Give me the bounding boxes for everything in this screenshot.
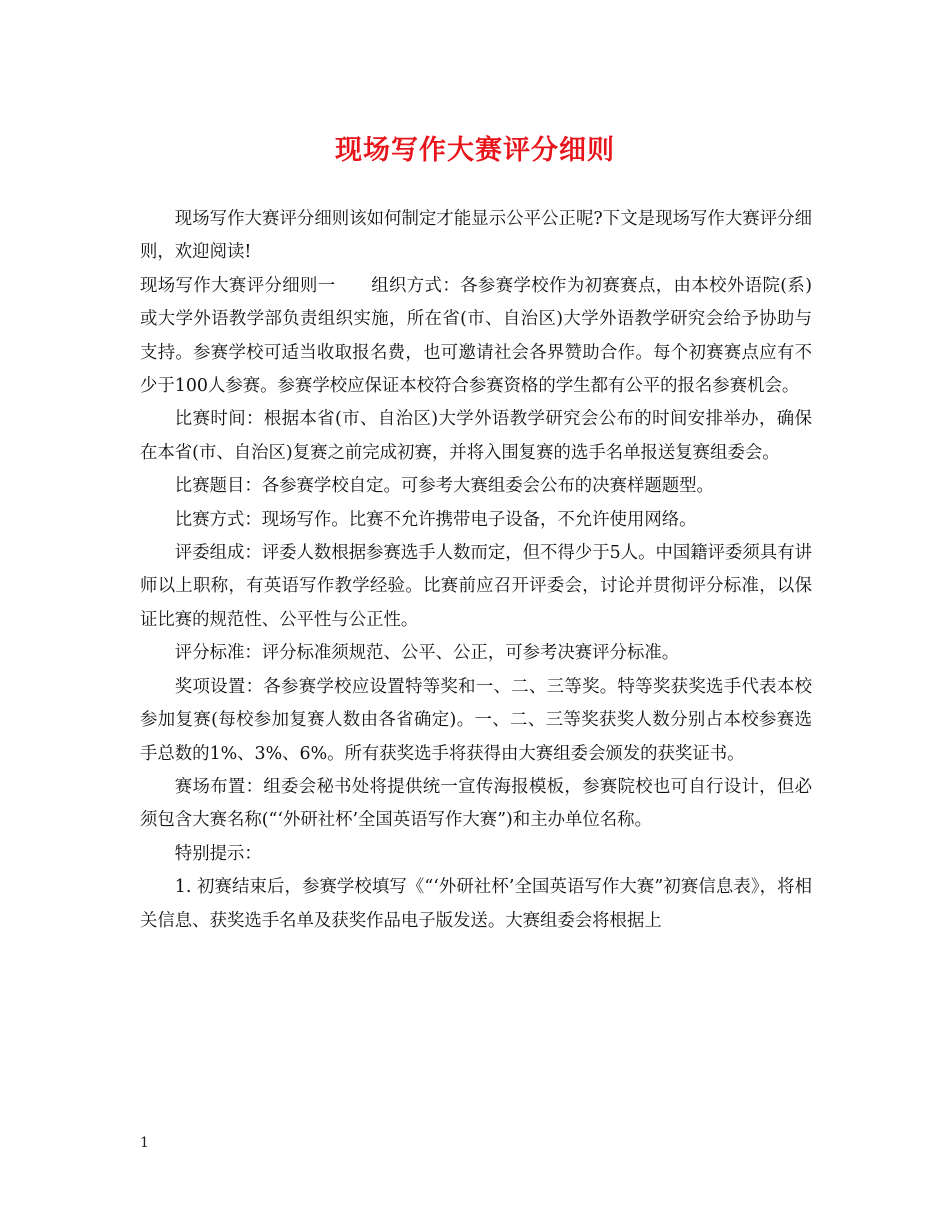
page-number: 1 <box>140 1135 149 1151</box>
paragraph-venue: 赛场布置：组委会秘书处将提供统一宣传海报模板，参赛院校也可自行设计，但必须包含大赛名称(“‘外研社杯’全国英语写作大赛”)和主办单位名称。 <box>140 776 812 831</box>
paragraph-format: 比赛方式：现场写作。比赛不允许携带电子设备，不允许使用网络。 <box>174 509 697 530</box>
paragraph-special-notice-heading: 特别提示： <box>174 843 262 864</box>
paragraph-schedule: 比赛时间：根据本省(市、自治区)大学外语教学研究会公布的时间安排举办，确保在本省(市、自治区)复赛之前完成初赛，并将入围复赛的选手名单报送复赛组委会。 <box>140 409 812 463</box>
paragraph-topic: 比赛题目：各参赛学校自定。可参考大赛组委会公布的决赛样题题型。 <box>174 476 714 497</box>
paragraph-notice-item-1: 1. 初赛结束后，参赛学校填写《“‘外研社杯’全国英语写作大赛”初赛信息表》，将相关信息、获奖选手名单及获奖作品电子版发送。大赛组委会将根据上 <box>140 877 812 931</box>
document-title: 现场写作大赛评分细则 <box>335 135 615 166</box>
paragraph-organization: 现场写作大赛评分细则一 组织方式：各参赛学校作为初赛赛点，由本校外语院(系)或大学外语教学部负责组织实施，所在省(市、自治区)大学外语教学研究会给予协助与支持。参赛学校可适当收取报名费，也可邀请社会各界赞助合作。每个初赛赛点应有不少于100人参赛。参赛学校应保证本校符合参赛资格的学生都有公平的报名参赛机会。 <box>140 275 812 397</box>
paragraph-intro: 现场写作大赛评分细则该如何制定才能显示公平公正呢?下文是现场写作大赛评分细则，欢迎阅读! <box>140 209 812 263</box>
paragraph-awards: 奖项设置：各参赛学校应设置特等奖和一、二、三等奖。特等奖获奖选手代表本校参加复赛(每校参加复赛人数由各省确定)。一、二、三等奖获奖人数分别占本校参赛选手总数的1%、3%、6%。所有获奖选手将获得由大赛组委会颁发的获奖证书。 <box>140 676 812 764</box>
paragraph-judges: 评委组成：评委人数根据参赛选手人数而定，但不得少于5人。中国籍评委须具有讲师以上职称，有英语写作教学经验。比赛前应召开评委会，讨论并贯彻评分标准，以保证比赛的规范性、公平性与公正性。 <box>140 543 812 630</box>
paragraph-scoring: 评分标准：评分标准须规范、公平、公正，可参考决赛评分标准。 <box>174 643 680 664</box>
document-body <box>140 203 812 938</box>
